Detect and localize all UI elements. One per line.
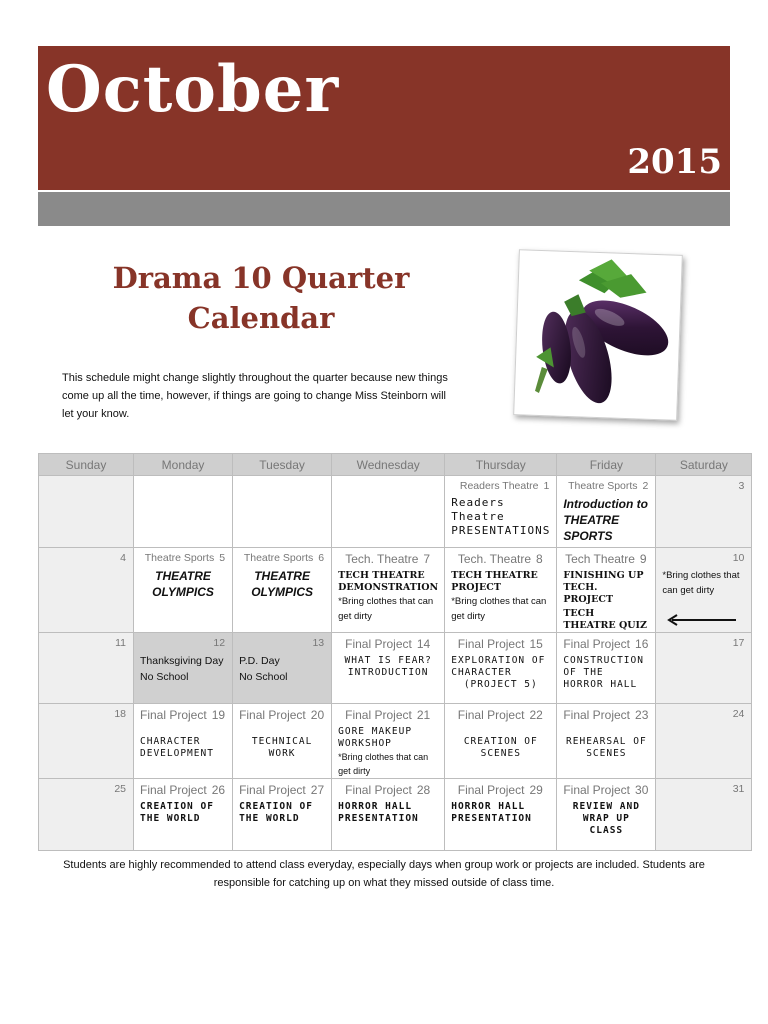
day-cell <box>233 779 332 851</box>
day-cell <box>656 476 752 548</box>
day-cell <box>39 704 134 779</box>
day-event: Thanksgiving Day <box>140 655 224 667</box>
day-cell <box>557 548 656 633</box>
weekday-header-row <box>39 454 752 476</box>
day-number: 10 <box>732 552 745 564</box>
day-number: 5 <box>219 552 226 564</box>
arrow-left-icon <box>666 614 738 626</box>
day-cell <box>134 633 233 704</box>
day-cell <box>445 704 557 779</box>
day-label: Final Project <box>345 637 412 651</box>
day-event: CONSTRUCTION OF THE HORROR HALL <box>563 655 644 690</box>
day-number: 20 <box>310 708 325 722</box>
day-label: Final Project <box>140 783 207 797</box>
day-cell <box>656 548 752 633</box>
eggplant-photo <box>513 249 683 421</box>
day-number: 23 <box>635 708 649 722</box>
week-row <box>39 548 752 633</box>
day-label: Theatre Sports <box>144 552 215 564</box>
day-event: TECH THEATRE QUIZ <box>563 608 647 631</box>
day-cell <box>134 704 233 779</box>
week-row <box>39 704 752 779</box>
day-cell <box>557 704 656 779</box>
day-cell <box>656 779 752 851</box>
day-number: 19 <box>211 708 226 722</box>
day-event: CHARACTER DEVELOPMENT <box>140 736 214 759</box>
intro-text: This schedule might change slightly throughout the quarter because new things come up all the time, however, if things are going to change Miss Steinborn will let your know. <box>62 372 448 420</box>
day-note: *Bring clothes that can get dirty <box>662 570 740 596</box>
day-cell-empty <box>134 476 233 548</box>
day-label: Theatre Sports <box>243 552 314 564</box>
day-number: 22 <box>529 708 543 722</box>
divider-bar <box>38 192 730 226</box>
day-number: 27 <box>310 783 325 797</box>
day-event: THEATRE OLYMPICS <box>251 569 313 599</box>
day-number: 12 <box>213 637 226 649</box>
day-number: 16 <box>635 637 649 651</box>
day-note: *Bring clothes that can get dirty <box>338 752 429 776</box>
day-header <box>557 476 655 492</box>
day-cell <box>39 633 134 704</box>
day-event: Readers Theatre PRESENTATIONS <box>451 496 551 537</box>
day-event: TECHNICAL WORK <box>251 736 313 759</box>
day-number: 2 <box>642 480 649 492</box>
day-event: THEATRE OLYMPICS <box>152 569 214 599</box>
day-event: EXPLORATION OF CHARACTER <box>451 655 546 678</box>
day-event: HORROR HALL PRESENTATION <box>451 801 532 824</box>
week-row <box>39 476 752 548</box>
week-row <box>39 633 752 704</box>
day-cell <box>557 476 656 548</box>
day-label: Final Project <box>140 708 207 722</box>
week-row <box>39 779 752 851</box>
day-label: Final Project <box>563 783 631 797</box>
weekday-header: Wednesday <box>332 454 445 476</box>
day-cell <box>656 633 752 704</box>
day-event: No School <box>239 671 288 683</box>
day-number: 28 <box>416 783 431 797</box>
day-event: CREATION OF THE WORLD <box>239 801 313 824</box>
day-label: Final Project <box>239 783 306 797</box>
day-label: Tech Theatre <box>565 552 635 566</box>
day-number: 30 <box>635 783 649 797</box>
day-number: 11 <box>115 637 126 649</box>
day-number: 3 <box>738 480 745 492</box>
day-event: FINISHING UP TECH. PROJECT <box>563 570 644 605</box>
day-label: Final Project <box>563 637 631 651</box>
day-cell <box>332 704 445 779</box>
day-cell <box>445 633 557 704</box>
day-label: Final Project <box>457 708 525 722</box>
day-cell <box>445 548 557 633</box>
day-number: 15 <box>529 637 543 651</box>
day-cell <box>332 779 445 851</box>
day-number: 17 <box>732 637 745 649</box>
day-cell-empty <box>39 476 134 548</box>
year-label: 2015 <box>627 142 722 182</box>
day-label: Final Project <box>239 708 306 722</box>
day-event: Introduction to THEATRE SPORTS <box>563 497 648 543</box>
day-event: TECH THEATRE DEMONSTRATION <box>338 570 439 593</box>
day-label: Tech. Theatre <box>345 552 419 566</box>
day-number: 8 <box>536 552 543 566</box>
weekday-header: Sunday <box>39 454 134 476</box>
day-event: INTRODUCTION <box>347 667 429 678</box>
day-cell <box>557 779 656 851</box>
day-cell <box>332 633 445 704</box>
day-number: 31 <box>732 783 745 795</box>
day-cell <box>656 704 752 779</box>
day-event: GORE MAKEUP WORKSHOP <box>338 726 413 749</box>
day-number: 1 <box>543 480 550 492</box>
day-cell-empty <box>332 476 445 548</box>
day-number: 6 <box>318 552 325 564</box>
day-event: REVIEW AND WRAP UP CLASS <box>572 801 640 836</box>
day-number: 7 <box>423 552 431 566</box>
day-event: WHAT IS FEAR? <box>344 655 432 666</box>
day-label: Final Project <box>345 708 412 722</box>
day-cell <box>134 548 233 633</box>
day-event: TECH THEATRE PROJECT <box>451 570 538 593</box>
day-number: 21 <box>416 708 431 722</box>
day-event: HORROR HALL PRESENTATION <box>338 801 419 824</box>
day-event: No School <box>140 671 189 683</box>
weekday-header: Friday <box>557 454 656 476</box>
day-label: Final Project <box>563 708 631 722</box>
day-cell <box>39 548 134 633</box>
day-cell <box>445 779 557 851</box>
day-number: 14 <box>416 637 431 651</box>
footer-note: Students are highly recommended to attend class everyday, especially days when group work or projects are included. Students are responsible for catching up on what they missed outside of class time. <box>63 859 705 889</box>
day-label: Theatre Sports <box>568 480 638 492</box>
month-title: October <box>46 52 340 127</box>
weekday-header: Monday <box>134 454 233 476</box>
day-number: 26 <box>211 783 226 797</box>
day-number: 18 <box>114 708 126 720</box>
day-cell <box>445 476 557 548</box>
day-label: Final Project <box>457 637 525 651</box>
day-header <box>445 476 556 492</box>
day-cell <box>233 633 332 704</box>
day-number: 9 <box>639 552 647 566</box>
day-cell <box>134 779 233 851</box>
page-title: Drama 10 Quarter Calendar <box>112 261 410 335</box>
weekday-header: Saturday <box>656 454 752 476</box>
day-number: 29 <box>529 783 543 797</box>
day-event: P.D. Day <box>239 655 280 667</box>
day-label: Readers Theatre <box>459 480 539 492</box>
day-label: Final Project <box>345 783 412 797</box>
header-banner <box>38 46 730 190</box>
day-cell-empty <box>233 476 332 548</box>
day-number: 13 <box>312 637 325 649</box>
day-number: 24 <box>732 708 745 720</box>
day-cell <box>557 633 656 704</box>
day-cell <box>39 779 134 851</box>
day-event: CREATION OF SCENES <box>463 736 538 759</box>
day-number: 25 <box>114 783 126 795</box>
weekday-header: Thursday <box>445 454 557 476</box>
day-cell <box>332 548 445 633</box>
day-note: *Bring clothes that can get dirty <box>451 596 547 622</box>
weekday-header: Tuesday <box>233 454 332 476</box>
day-cell <box>233 704 332 779</box>
day-event: REHEARSAL OF SCENES <box>566 736 647 759</box>
calendar-grid <box>38 453 752 851</box>
day-number: 4 <box>120 552 126 564</box>
day-event: CREATION OF THE WORLD <box>140 801 214 824</box>
day-label: Tech. Theatre <box>457 552 532 566</box>
day-note: *Bring clothes that can get dirty <box>338 596 434 622</box>
day-label: Final Project <box>457 783 525 797</box>
day-cell <box>233 548 332 633</box>
day-event: (PROJECT 5) <box>463 679 538 690</box>
